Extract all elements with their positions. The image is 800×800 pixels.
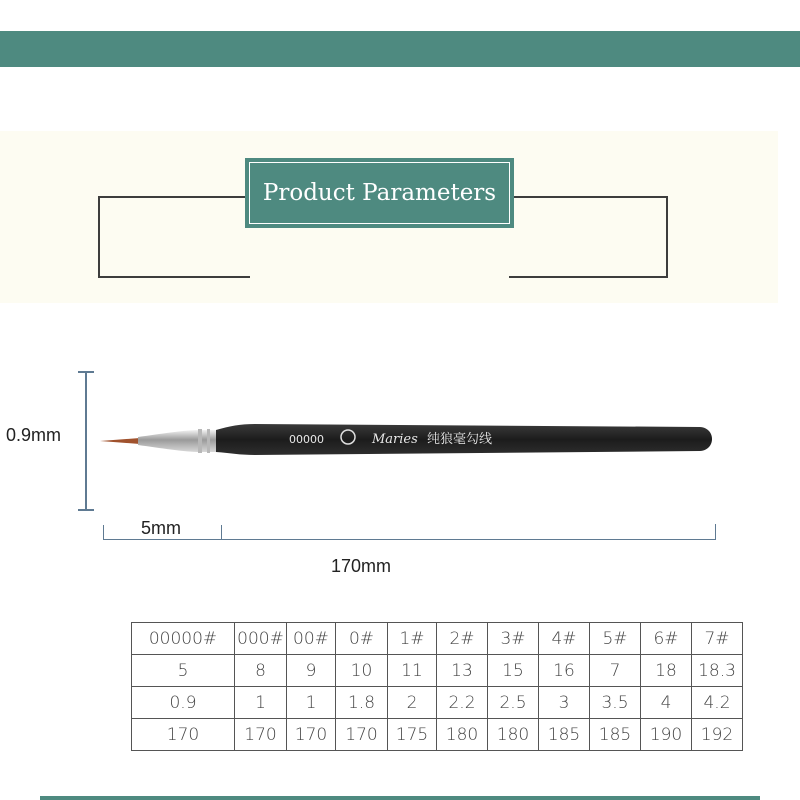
- total-length-label: 170mm: [331, 556, 392, 576]
- table-row: [132, 719, 743, 751]
- table-cell: 1.8: [336, 687, 388, 719]
- table-cell: 4#: [539, 623, 590, 655]
- table-cell: 4: [641, 687, 692, 719]
- table-cell: 11: [388, 655, 437, 687]
- bottom-rule: [40, 796, 760, 800]
- table-cell: 1: [287, 687, 336, 719]
- table-cell: 8: [235, 655, 287, 687]
- diameter-label: 0.9mm: [6, 425, 62, 445]
- table-cell: 5#: [590, 623, 641, 655]
- table-cell: 170: [336, 719, 388, 751]
- brush-bristles: [100, 438, 140, 444]
- table-cell: 7#: [692, 623, 743, 655]
- table-cell: 4.2: [692, 687, 743, 719]
- table-cell: 170: [132, 719, 235, 751]
- table-cell: 185: [590, 719, 641, 751]
- table-cell: 13: [437, 655, 488, 687]
- table-cell: 18.3: [692, 655, 743, 687]
- brush-chinese-label: 纯狼毫勾线: [427, 432, 493, 447]
- table-cell: 3#: [488, 623, 539, 655]
- table-cell: 6#: [641, 623, 692, 655]
- table-cell: 1#: [388, 623, 437, 655]
- table-cell: 2.2: [437, 687, 488, 719]
- table-cell: 00#: [287, 623, 336, 655]
- table-row: [132, 623, 743, 655]
- table-cell: 175: [388, 719, 437, 751]
- table-cell: 00000#: [132, 623, 235, 655]
- parameter-table: [131, 622, 743, 751]
- table-cell: 2.5: [488, 687, 539, 719]
- brush-size-mark: 00000: [289, 433, 324, 446]
- table-cell: 5: [132, 655, 235, 687]
- table-cell: 16: [539, 655, 590, 687]
- table-cell: 7: [590, 655, 641, 687]
- brush-ferrule: [138, 430, 218, 452]
- table-cell: 10: [336, 655, 388, 687]
- table-cell: 15: [488, 655, 539, 687]
- page-title: Product Parameters: [249, 162, 510, 224]
- table-cell: 2: [388, 687, 437, 719]
- tip-length-label: 5mm: [141, 518, 181, 538]
- table-cell: 185: [539, 719, 590, 751]
- table-cell: 3.5: [590, 687, 641, 719]
- table-cell: 180: [437, 719, 488, 751]
- table-cell: 9: [287, 655, 336, 687]
- table-cell: 0.9: [132, 687, 235, 719]
- table-cell: 000#: [235, 623, 287, 655]
- table-cell: 170: [235, 719, 287, 751]
- table-row: [132, 687, 743, 719]
- table-cell: 192: [692, 719, 743, 751]
- table-cell: 180: [488, 719, 539, 751]
- table-cell: 0#: [336, 623, 388, 655]
- table-cell: 190: [641, 719, 692, 751]
- table-cell: 170: [287, 719, 336, 751]
- table-row: [132, 655, 743, 687]
- table-cell: 2#: [437, 623, 488, 655]
- table-cell: 1: [235, 687, 287, 719]
- table-cell: 18: [641, 655, 692, 687]
- table-cell: 3: [539, 687, 590, 719]
- brush-brand: Maries: [372, 432, 418, 447]
